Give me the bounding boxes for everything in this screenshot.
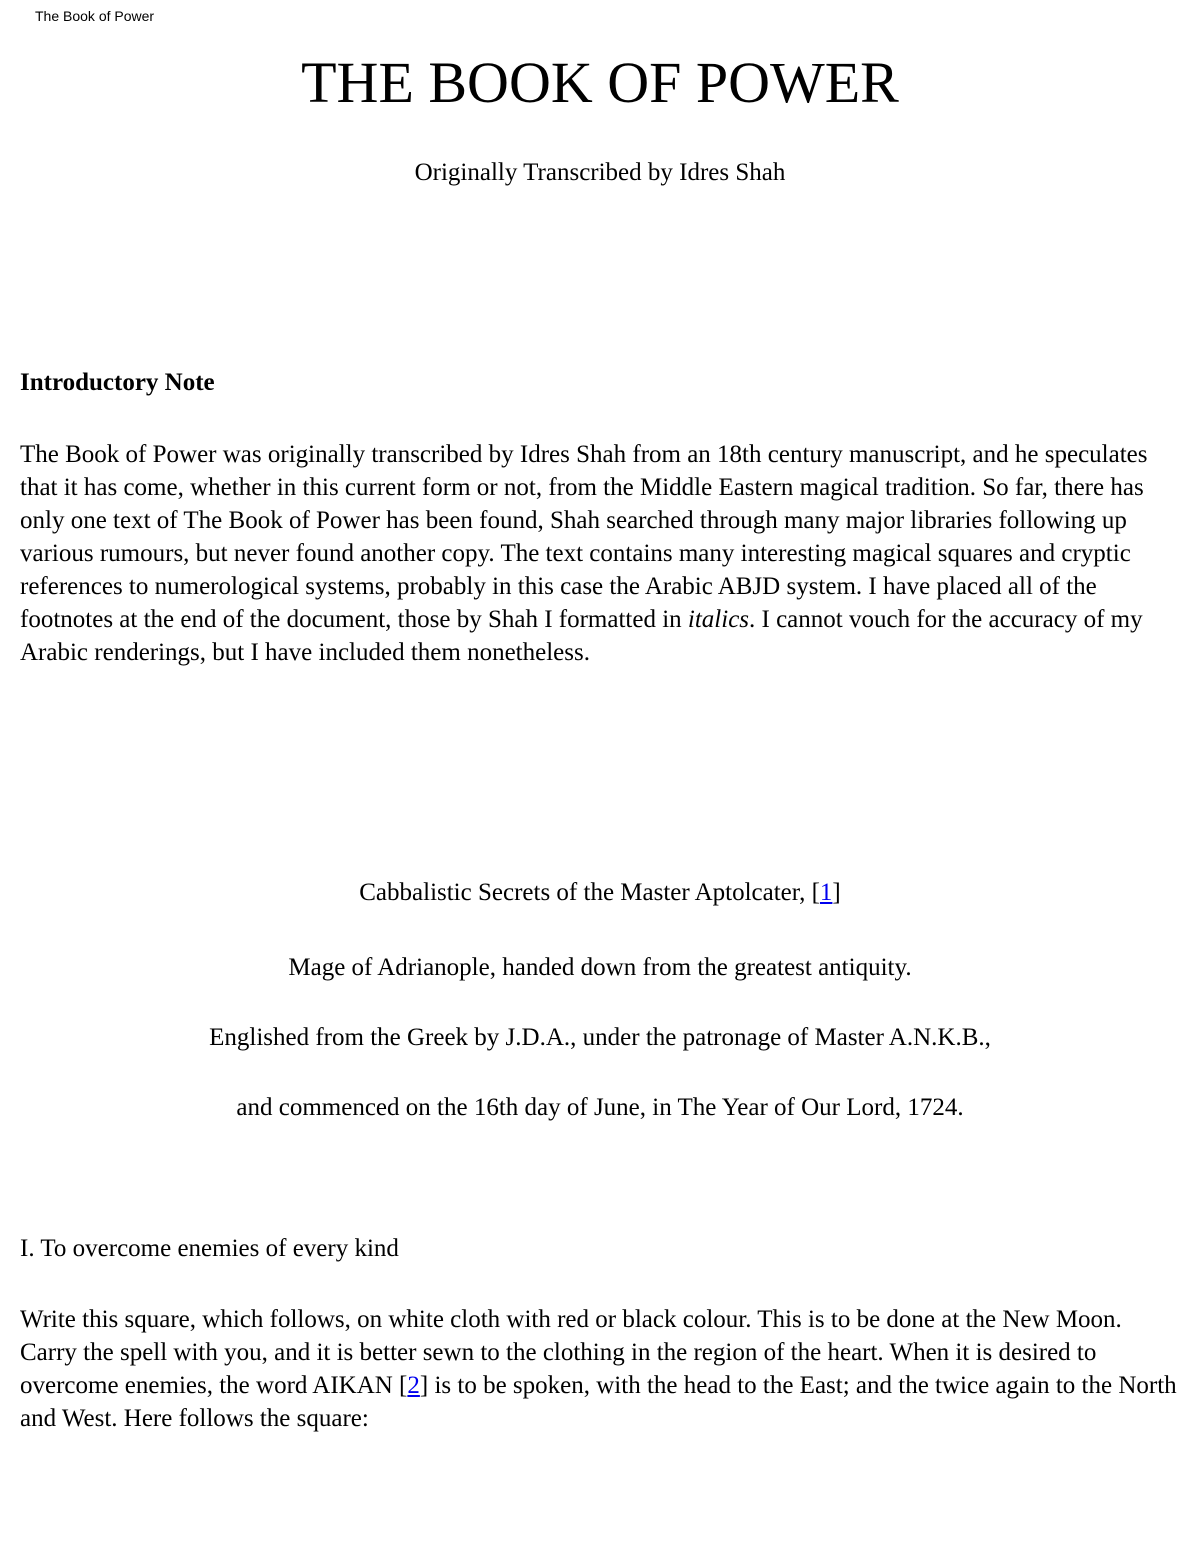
frontispiece-line-1-close: ]: [832, 879, 841, 906]
chapter-1-text-part2: ] is to be spoken, with the head to the East; and the twice again to the North and West. Here follows the square:: [20, 1372, 1177, 1432]
subtitle: Originally Transcribed by Idres Shah: [414, 159, 786, 186]
page-title: THE BOOK OF POWER: [301, 50, 899, 115]
intro-text-part2: . I cannot vouch for the accuracy of my Arabic renderings, but I have included them nonetheless.: [20, 606, 1143, 666]
chapter-1-text-part1: Write this square, which follows, on white cloth with red or black colour. This is to be done at the New Moon. Carry the spell with you, and it is better sewn to the clothing in the region of the heart. When it is desired to overcome enemies, the word AIKAN [: [20, 1306, 1122, 1399]
chapter-1-paragraph: [20, 1303, 1180, 1435]
frontispiece-line-1: [0, 877, 1200, 910]
frontispiece-line-1-text: Cabbalistic Secrets of the Master Aptolcater, [: [359, 879, 820, 906]
footnote-link-2[interactable]: 2: [407, 1372, 420, 1399]
frontispiece-line-3: Englished from the Greek by J.D.A., under the patronage of Master A.N.K.B.,: [209, 1024, 991, 1051]
chapter-1-heading: I. To overcome enemies of every kind: [20, 1235, 399, 1262]
intro-text-part1: The Book of Power was originally transcribed by Idres Shah from an 18th century manuscript, and he speculates that it has come, whether in this current form or not, from the Middle Eastern magical tradition. So far, there has only one text of The Book of Power has been found, Shah searched through many major libraries following up various rumours, but never found another copy. The text contains many interesting magical squares and cryptic references to numerological systems, probably in this case the Arabic ABJD system. I have placed all of the footnotes at the end of the document, those by Shah I formatted in: [20, 441, 1148, 633]
introductory-note-paragraph: [20, 438, 1180, 669]
italic-word: italics: [687, 606, 750, 633]
footnote-link-1[interactable]: 1: [819, 879, 833, 906]
running-header: The Book of Power: [35, 8, 155, 24]
introductory-note-heading: Introductory Note: [20, 369, 215, 396]
frontispiece-line-4: and commenced on the 16th day of June, in The Year of Our Lord, 1724.: [236, 1094, 964, 1121]
frontispiece-line-2: Mage of Adrianople, handed down from the greatest antiquity.: [288, 954, 912, 981]
